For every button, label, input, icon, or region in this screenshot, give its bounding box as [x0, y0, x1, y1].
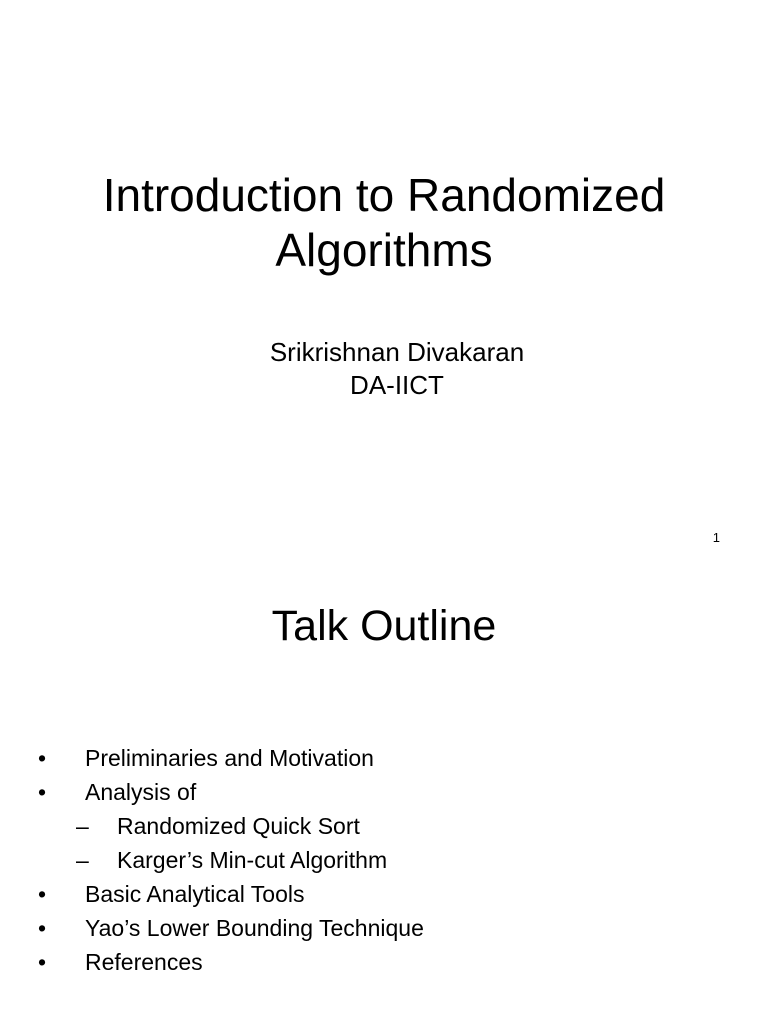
dash-icon: – [76, 813, 89, 839]
slide-title-heading [0, 168, 768, 278]
author-name: Srikrishnan Divakaran [269, 337, 525, 367]
page-number: 1 [712, 530, 720, 545]
bullet-icon: • [38, 745, 47, 771]
author-block [0, 336, 768, 402]
list-subitem-text: Karger’s Min-cut Algorithm [117, 847, 388, 873]
list-item-text: Preliminaries and Motivation [85, 745, 374, 771]
list-subitem-text: Randomized Quick Sort [117, 813, 360, 839]
outline-title: Talk Outline [271, 602, 497, 650]
list-item-text: Basic Analytical Tools [85, 881, 305, 907]
bullet-icon: • [38, 881, 47, 907]
dash-icon: – [76, 847, 89, 873]
list-item-text: Yao’s Lower Bounding Technique [85, 915, 424, 941]
bullet-icon: • [38, 949, 47, 975]
list-item-text: References [85, 949, 203, 975]
list-item-text: Analysis of [85, 779, 197, 805]
bullet-icon: • [38, 915, 47, 941]
bullet-icon: • [38, 779, 47, 805]
slide-outline [0, 560, 768, 1024]
author-affiliation: DA-IICT [350, 370, 444, 400]
title-line-1: Introduction to Randomized [102, 169, 666, 221]
title-line-2: Algorithms [275, 224, 493, 276]
